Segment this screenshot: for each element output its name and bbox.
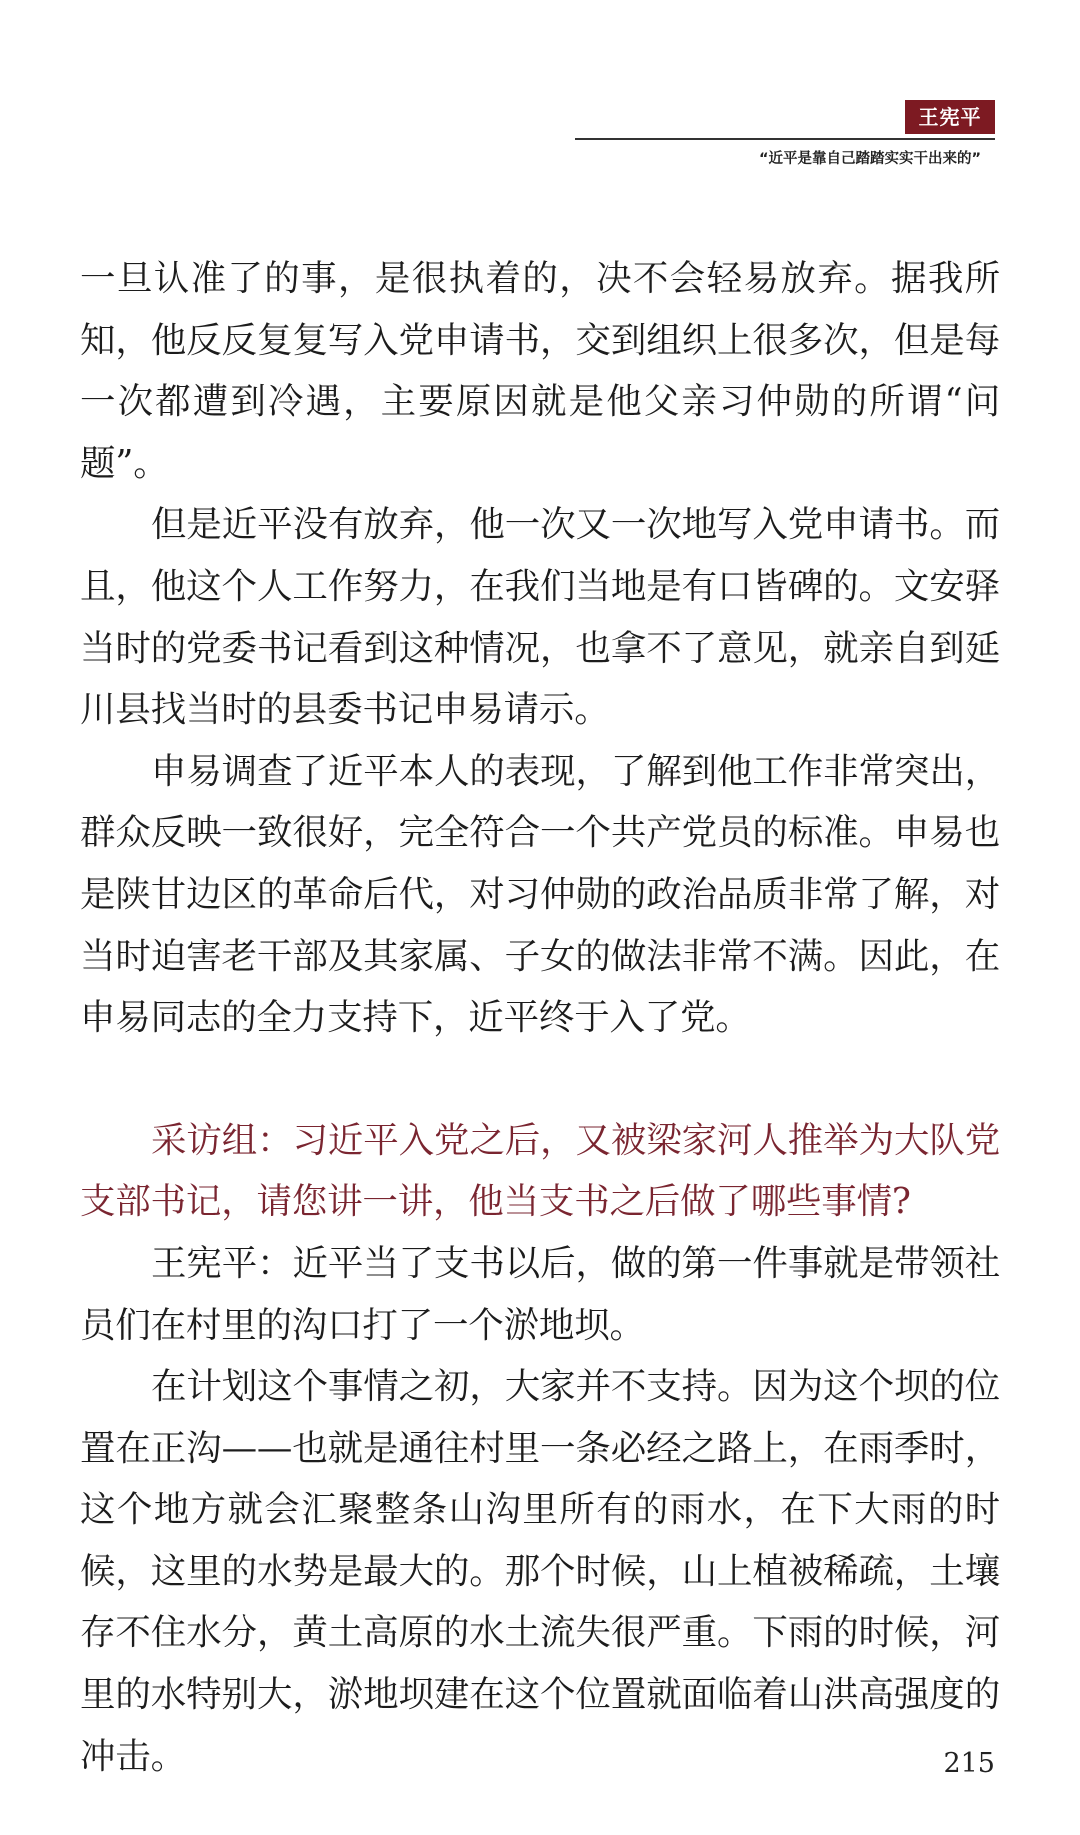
section-gap	[80, 1049, 1000, 1110]
header-name-tab: 王宪平	[905, 100, 995, 134]
running-header	[575, 100, 995, 175]
paragraph: 但是近平没有放弃，他一次又一次地写入党申请书。而且，他这个人工作努力，在我们当地是有口皆碑的。文安驿当时的党委书记看到这种情况，也拿不了意见，就亲自到延川县找当时的县委书记申易请示。	[80, 504, 1000, 731]
interviewer-question: 采访组：习近平入党之后，又被梁家河人推举为大队党支部书记，请您讲一讲，他当支书之后做了哪些事情?	[80, 1119, 1000, 1223]
paragraph: 申易调查了近平本人的表现，了解到他工作非常突出，群众反映一致很好，完全符合一个共产党员的标准。申易也是陕甘边区的革命后代，对习仲勋的政治品质非常了解，对当时迫害老干部及其家属、子女的做法非常不满。因此，在申易同志的全力支持下，近平终于入了党。	[80, 750, 1000, 1039]
page-number: 215	[943, 1748, 995, 1779]
paragraph: 在计划这个事情之初，大家并不支持。因为这个坝的位置在正沟——也就是通往村里一条必经之路上，在雨季时，这个地方就会汇聚整条山沟里所有的雨水，在下大雨的时候，这里的水势是最大的。那个时候，山上植被稀疏，土壤存不住水分，黄土高原的水土流失很严重。下雨的时候，河里的水特别大，淤地坝建在这个位置就面临着山洪高强度的冲击。	[80, 1366, 1000, 1777]
header-quote: “近平是靠自己踏踏实实干出来的”	[758, 151, 981, 167]
interviewee-answer: 王宪平：近平当了支书以后，做的第一件事就是带领社员们在村里的沟口打了一个淤地坝。	[80, 1242, 1000, 1346]
header-rule	[575, 138, 995, 140]
paragraph-continuation: 一旦认准了的事，是很执着的，决不会轻易放弃。据我所知，他反反复复写入党申请书，交到组织上很多次，但是每一次都遭到冷遇，主要原因就是他父亲习仲勋的所谓“问题”。	[80, 258, 1000, 484]
body-text	[80, 248, 1000, 1787]
